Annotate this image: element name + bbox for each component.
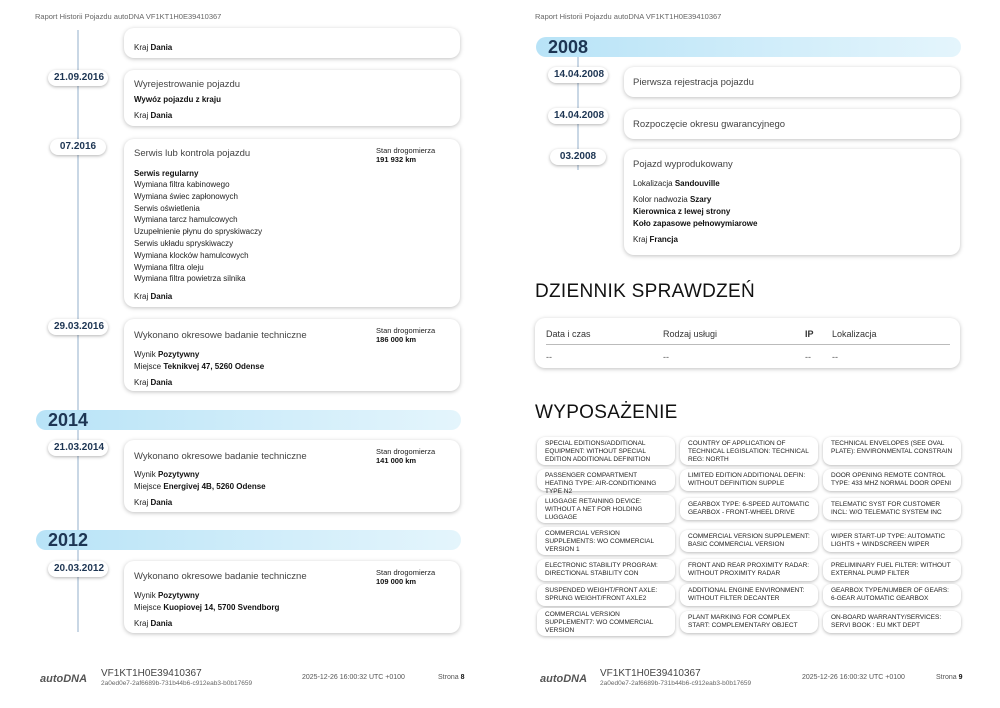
year-band-2008 — [536, 37, 961, 57]
odometer: Stan drogomierza 109 000 km — [376, 568, 436, 586]
autodna-logo: autoDNA — [540, 673, 588, 685]
event-date: 20.03.2012 — [48, 561, 108, 577]
footer-vin: VF1KT1H0E39410367 — [600, 668, 701, 679]
country-row: Kraj Dania — [134, 619, 173, 628]
equipment-item: COMMERCIAL VERSION SUPPLEMENT: BASIC COMMERCIAL VERSION — [680, 530, 818, 552]
service-item: Wymiana filtra kabinowego — [134, 180, 230, 189]
event-card-inspection — [124, 319, 460, 391]
event-card-first-registration — [624, 67, 960, 97]
event-title: Wykonano okresowe badanie techniczne — [134, 571, 307, 582]
equipment-item: SPECIAL EDITIONS/ADDITIONAL EQUIPMENT: WITHOUT SPECIAL EDITION ADDITIONAL DEFINITION — [537, 437, 675, 465]
equipment-item: GEARBOX TYPE/NUMBER OF GEARS: 6-GEAR AUTOMATIC GEARBOX — [823, 584, 961, 606]
country-row: Kraj Francja — [633, 235, 678, 244]
service-list — [134, 179, 262, 285]
report-page-9 — [500, 0, 1000, 708]
equipment-item: PRELIMINARY FUEL FILTER: WITHOUT EXTERNAL PUMP FILTER — [823, 559, 961, 581]
color-row: Kolor nadwozia Szary — [633, 195, 712, 204]
equipment-item: COMMERCIAL VERSION SUPPLEMENT7: WO COMMERCIAL VERSION — [537, 608, 675, 636]
event-card-inspection — [124, 440, 460, 512]
footer-vin: VF1KT1H0E39410367 — [101, 668, 202, 679]
event-date: 14.04.2008 — [548, 108, 608, 124]
autodna-logo: autoDNA — [40, 673, 88, 685]
equipment-item: ADDITIONAL ENGINE ENVIRONMENT: WITHOUT FILTER DECANTER — [680, 584, 818, 606]
equipment-item: PASSENGER COMPARTMENT HEATING TYPE: AIR-CONDITIONING TYPE N2 — [537, 469, 675, 491]
event-card-partial — [124, 28, 460, 58]
event-title: Wykonano okresowe badanie techniczne — [134, 451, 307, 462]
odometer: Stan drogomierza 186 000 km — [376, 326, 436, 344]
event-card-inspection — [124, 561, 460, 633]
country-row: Kraj Dania — [134, 43, 173, 52]
footer-page-number: Strona 8 — [438, 674, 465, 681]
year-band-2012 — [36, 530, 461, 550]
event-card-production — [624, 149, 960, 255]
year-label: 2012 — [48, 530, 89, 550]
equipment-item: GEARBOX TYPE: 6-SPEED AUTOMATIC GEARBOX - FRONT-WHEEL DRIVE — [680, 498, 818, 520]
event-card-deregistration — [124, 70, 460, 126]
service-item: Wymiana klocków hamulcowych — [134, 250, 249, 260]
footer-timestamp: 2025-12-26 16:00:32 UTC +0100 — [802, 674, 905, 681]
equipment-item: COMMERCIAL VERSION SUPPLEMENTS: WO COMMERCIAL VERSION 1 — [537, 527, 675, 555]
event-date: 14.04.2008 — [548, 67, 608, 83]
column-header-location: Lokalizacja — [832, 329, 877, 339]
table-divider — [546, 344, 950, 345]
equipment-item: FRONT AND REAR PROXIMITY RADAR: WITHOUT PROXIMITY RADAR — [680, 559, 818, 581]
place-row: Miejsce Kuopiovej 14, 5700 Svendborg — [134, 603, 280, 612]
service-item: Wymiana filtra oleju — [134, 262, 204, 272]
equipment-item: LUGGAGE RETAINING DEVICE: WITHOUT A NET FOR HOLDING LUGGAGE — [537, 495, 675, 523]
service-item: Serwis układu spryskiwaczy — [134, 238, 234, 248]
footer-hash: 2a0ed0e7-2af6689b-731b44b6-c912eab3-b0b17659 — [101, 680, 253, 687]
page-header: Raport Historii Pojazdu autoDNA VF1KT1H0E39410367 — [35, 12, 222, 21]
service-item: Uzupełnienie płynu do spryskiwaczy — [134, 227, 263, 237]
event-title: Serwis lub kontrola pojazdu — [134, 148, 251, 159]
service-header: Serwis regularny — [134, 169, 199, 178]
service-item: Wymiana świec zapłonowych — [134, 191, 238, 201]
equipment-title: WYPOSAŻENIE — [535, 402, 678, 423]
column-header-ip: IP — [805, 329, 814, 339]
equipment-item: DOOR OPENING REMOTE CONTROL TYPE: 433 MHZ NORMAL DOOR OPENI — [823, 469, 961, 491]
column-header-date: Data i czas — [546, 329, 591, 339]
event-date: 03.2008 — [550, 149, 606, 165]
footer-timestamp: 2025-12-26 16:00:32 UTC +0100 — [302, 674, 405, 681]
event-title: Wyrejestrowanie pojazdu — [134, 79, 241, 90]
equipment-item: PLANT MARKING FOR COMPLEX START: COMPLEMENTARY OBJECT — [680, 611, 818, 633]
table-cell: -- — [546, 352, 552, 362]
event-card-service — [124, 139, 460, 307]
year-label: 2008 — [548, 37, 589, 57]
event-date: 29.03.2016 — [48, 319, 108, 335]
service-item: Wymiana tarcz hamulcowych — [134, 215, 238, 225]
event-title: Rozpoczęcie okresu gwarancyjnego — [633, 119, 786, 130]
result-row: Wynik Pozytywny — [134, 591, 200, 600]
service-item: Wymiana filtra powietrza silnika — [134, 274, 246, 284]
spare-wheel-row: Koło zapasowe pełnowymiarowe — [633, 219, 758, 228]
place-row: Miejsce Teknikvej 47, 5260 Odense — [134, 362, 265, 371]
country-row: Kraj Dania — [134, 292, 173, 301]
event-date: 21.09.2016 — [48, 70, 108, 86]
steering-row: Kierownica z lewej strony — [633, 207, 731, 216]
footer-hash: 2a0ed0e7-2af6689b-731b44b6-c912eab3-b0b17659 — [600, 680, 752, 687]
table-cell: -- — [832, 352, 838, 362]
location-row: Lokalizacja Sandouville — [633, 179, 720, 188]
equipment-item: ELECTRONIC STABILITY PROGRAM: DIRECTIONAL STABILITY CON — [537, 559, 675, 581]
odometer: Stan drogomierza 141 000 km — [376, 447, 436, 465]
event-title: Pierwsza rejestracja pojazdu — [633, 77, 754, 88]
inspection-log-table — [535, 318, 960, 368]
result-row: Wynik Pozytywny — [134, 350, 200, 359]
event-title: Wykonano okresowe badanie techniczne — [134, 330, 307, 341]
equipment-item: SUSPENDED WEIGHT/FRONT AXLE: SPRUNG WEIGHT/FRONT AXLE2 — [537, 584, 675, 606]
equipment-item: COUNTRY OF APPLICATION OF TECHNICAL LEGISLATION: TECHNICAL REG: NORTH — [680, 437, 818, 465]
equipment-item: TELEMATIC SYST FOR CUSTOMER INCL: W/O TELEMATIC SYSTEM INC — [823, 498, 961, 520]
event-title: Pojazd wyprodukowany — [633, 159, 733, 170]
year-band-2014 — [36, 410, 461, 430]
odometer: Stan drogomierza 191 932 km — [376, 146, 436, 164]
table-cell: -- — [805, 352, 811, 362]
equipment-item: WIPER START-UP TYPE: AUTOMATIC LIGHTS + WINDSCREEN WIPER — [823, 530, 961, 552]
equipment-item: ON-BOARD WARRANTY/SERVICES: SERVI BOOK : EU MKT DEPT — [823, 611, 961, 633]
event-date: 07.2016 — [50, 139, 106, 155]
event-detail: Wywóz pojazdu z kraju — [134, 95, 221, 104]
column-header-service: Rodzaj usługi — [663, 329, 718, 339]
country-row: Kraj Dania — [134, 111, 173, 120]
equipment-item: TECHNICAL ENVELOPES (SEE OVAL PLATE): ENVIRONMENTAL CONSTRAIN — [823, 437, 961, 465]
page-header: Raport Historii Pojazdu autoDNA VF1KT1H0E39410367 — [535, 12, 722, 21]
event-date: 21.03.2014 — [48, 440, 108, 456]
country-row: Kraj Dania — [134, 498, 173, 507]
result-row: Wynik Pozytywny — [134, 470, 200, 479]
footer-page-number: Strona 9 — [936, 674, 963, 681]
place-row: Miejsce Energivej 4B, 5260 Odense — [134, 482, 266, 491]
table-cell: -- — [663, 352, 669, 362]
equipment-item: LIMITED EDITION ADDITIONAL DEFIN: WITHOUT DEFINITION SUPPLE — [680, 469, 818, 491]
year-label: 2014 — [48, 410, 89, 430]
country-row: Kraj Dania — [134, 378, 173, 387]
event-card-warranty — [624, 109, 960, 139]
service-item: Serwis oświetlenia — [134, 203, 200, 213]
inspection-log-title: DZIENNIK SPRAWDZEŃ — [535, 281, 756, 302]
